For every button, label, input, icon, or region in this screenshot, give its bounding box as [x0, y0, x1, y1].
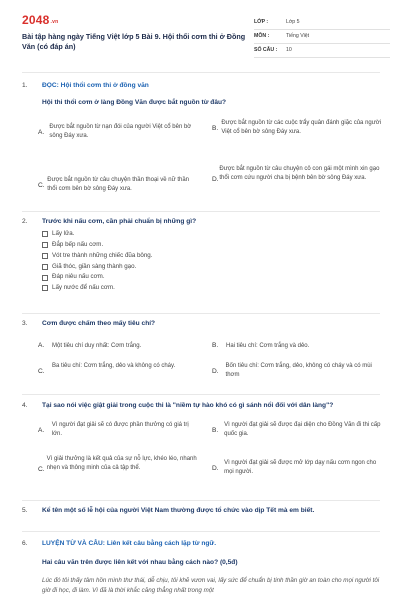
meta-value: 10	[286, 46, 292, 53]
option-text: Vì giải thưởng là kết quả của sự nỗ lực, khéo léo, nhanh nhẹn và thông minh của cả tập thể.	[46, 456, 197, 471]
option-letter: B.	[212, 342, 219, 349]
option-text: Vì người đạt giải sẽ được đại diện cho Đồng Văn đi thi cấp quốc gia.	[224, 422, 381, 437]
document-title: Bài tập hàng ngày Tiếng Việt lớp 5 Bài 9. Hội thổi cơm thi ở Đồng Văn (có đáp án)	[22, 32, 246, 51]
reading-passage: Lúc đó tôi thấy tâm hồn mình thư thái, dễ chịu, tôi khẽ vươn vai, lấy sức để chuẩn bị tinh thần giờ an toàn cho mọi người tôi giờ đi học, đi làm. Vì đã là thời khắc căng thẳng nhất trong một	[42, 577, 380, 594]
option-text: Được bắt nguồn từ các cuộc trẩy quân đánh giặc của người Việt cổ bên bờ sông Đáy xưa.	[221, 120, 382, 135]
question-6	[22, 540, 382, 566]
option-text: Vì người đạt giải sẽ được mở lớp dạy nấu cơm ngon cho mọi người.	[224, 460, 377, 475]
meta-row-grade	[254, 16, 390, 30]
site-logo[interactable]: 2048.vn	[22, 13, 59, 27]
divider	[22, 531, 380, 532]
option-letter: A.	[38, 427, 45, 434]
question-text: Hai câu văn trên được liên kết với nhau bằng cách nào? (0,5đ)	[42, 559, 238, 566]
meta-value: Tiếng Việt	[286, 32, 310, 39]
option-text: Ba tiêu chí: Cơm trắng, dẻo và không có cháy.	[52, 363, 176, 369]
option-letter: D.	[212, 176, 219, 183]
divider	[22, 394, 380, 395]
checklist-item[interactable]: Đáp niêu nấu cơm.	[42, 272, 152, 283]
option-b[interactable]	[212, 421, 382, 439]
option-d[interactable]	[212, 362, 382, 380]
checkbox[interactable]	[42, 285, 48, 291]
option-text: Hai tiêu chí: Cơm trắng và dẻo.	[226, 343, 310, 349]
question-title: Cơm được chấm theo mấy tiêu chí?	[42, 320, 156, 327]
checkbox[interactable]	[42, 242, 48, 248]
question-2	[22, 218, 382, 303]
option-d[interactable]	[212, 459, 382, 477]
question-title: ĐỌC: Hội thổi cơm thi ở đồng văn	[42, 82, 149, 89]
checklist-item[interactable]: Đắp bếp nấu cơm.	[42, 240, 152, 251]
option-letter: C.	[38, 466, 45, 473]
option-text: Một tiêu chí duy nhất: Cơm trắng.	[52, 343, 142, 349]
checkbox[interactable]	[42, 253, 48, 259]
option-a[interactable]	[38, 421, 198, 439]
question-3	[22, 320, 382, 390]
meta-row-subject	[254, 30, 390, 44]
question-number: 3.	[22, 320, 28, 327]
option-b[interactable]	[212, 342, 382, 351]
option-text: Vì người đạt giải sẽ có được phần thưởng có giá trị lớn.	[51, 422, 189, 437]
meta-value: Lớp 5	[286, 18, 300, 25]
option-letter: A.	[38, 342, 45, 349]
question-title: Tại sao nói việc giật giải trong cuộc thi là "niềm tự hào khó có gì sánh nổi đối với dân làng"?	[42, 402, 334, 409]
option-a[interactable]	[38, 342, 208, 351]
divider	[22, 211, 380, 212]
meta-key: SỐ CÂU :	[254, 46, 278, 53]
checklist	[42, 229, 152, 294]
question-number: 1.	[22, 82, 28, 89]
checkbox[interactable]	[42, 275, 48, 281]
option-letter: C.	[38, 182, 45, 189]
option-letter: B.	[212, 125, 219, 132]
divider	[22, 313, 380, 314]
option-text: Được bắt nguồn từ nạn đói của người Việt cổ bên bờ sông Đáy xưa.	[49, 124, 192, 139]
meta-row-count	[254, 44, 390, 58]
question-number: 4.	[22, 402, 28, 409]
question-number: 5.	[22, 507, 28, 514]
checklist-item[interactable]: Vót tre thành những chiếc đũa bông.	[42, 251, 152, 262]
question-5	[22, 507, 382, 521]
question-4	[22, 402, 382, 498]
option-letter: C.	[38, 368, 45, 375]
option-b[interactable]	[212, 119, 382, 137]
question-title: Kể tên một số lễ hội của người Việt Nam thường được tổ chức vào dịp Tết mà em biết.	[42, 507, 315, 514]
option-letter: D.	[212, 368, 219, 375]
option-text: Bốn tiêu chí: Cơm trắng, dẻo, không có cháy và có mùi thơm	[225, 363, 372, 378]
divider	[22, 72, 380, 73]
checkbox[interactable]	[42, 231, 48, 237]
question-1	[22, 82, 382, 214]
option-text: Được bắt nguồn từ câu chuyện cô con gái một mình xin gạo thổi cơm cứu người cha bị bệnh bên bờ sông Đáy xưa.	[219, 166, 380, 181]
question-title: LUYỆN TỪ VÀ CÂU: Liên kết câu bằng cách lặp từ ngữ.	[42, 540, 217, 547]
option-letter: A.	[38, 129, 45, 136]
question-title: Trước khi nấu cơm, cần phải chuẩn bị những gì?	[42, 218, 197, 225]
meta-table	[254, 16, 390, 58]
question-number: 2.	[22, 218, 28, 225]
checkbox[interactable]	[42, 264, 48, 270]
question-number: 6.	[22, 540, 28, 547]
meta-key: MÔN :	[254, 32, 270, 39]
question-text: Hội thi thổi cơm ở làng Đồng Văn được bắt nguồn từ đâu?	[42, 99, 227, 106]
option-d[interactable]	[212, 165, 382, 185]
option-c[interactable]	[38, 455, 198, 475]
page-header	[22, 12, 390, 68]
option-a[interactable]	[38, 123, 198, 141]
option-text: Được bắt nguồn từ câu chuyện thần thoại về nữ thần thổi cơm bên bờ sông Đáy xưa.	[47, 177, 189, 192]
meta-key: LỚP :	[254, 18, 269, 25]
checklist-item[interactable]: Lấy lửa.	[42, 229, 152, 240]
option-letter: D.	[212, 465, 219, 472]
checklist-item[interactable]: Lấy nước để nấu cơm.	[42, 283, 152, 294]
option-c[interactable]	[38, 176, 198, 194]
option-c[interactable]	[38, 362, 198, 377]
option-letter: B.	[212, 427, 219, 434]
checklist-item[interactable]: Giã thóc, giần sàng thành gạo.	[42, 261, 152, 272]
divider	[22, 500, 380, 501]
